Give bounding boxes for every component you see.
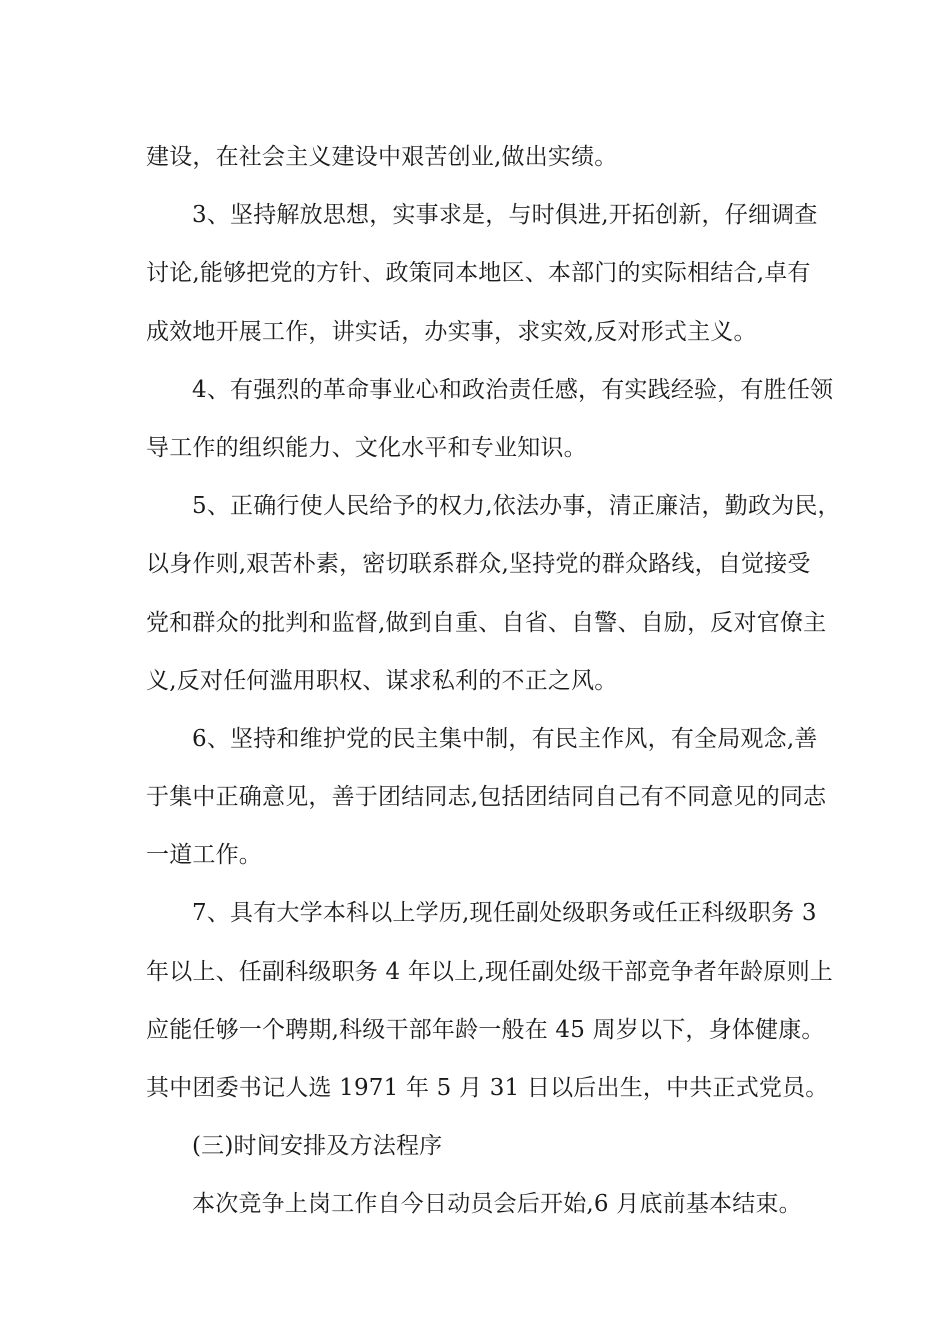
text-line: 应能任够一个聘期,科级干部年龄一般在 45 周岁以下，身体健康。 (146, 1016, 825, 1043)
text-line: 一道工作。 (146, 842, 262, 869)
paragraph-item-3: 3、坚持解放思想，实事求是，与时俱进,开拓创新，仔细调查 (192, 202, 818, 229)
text-line: 讨论,能够把党的方针、政策同本地区、本部门的实际相结合,卓有 (146, 260, 811, 287)
text-line: 年以上、任副科级职务 4 年以上,现任副处级干部竞争者年龄原则上 (146, 958, 833, 985)
paragraph-item-6: 6、坚持和维护党的民主集中制，有民主作风，有全局观念,善 (192, 725, 818, 752)
text-line: 于集中正确意见，善于团结同志,包括团结同自己有不同意见的同志 (146, 784, 827, 811)
paragraph-item-4: 4、有强烈的革命事业心和政治责任感，有实践经验，有胜任领 (192, 376, 834, 403)
paragraph-item-5: 5、正确行使人民给予的权力,依法办事，清正廉洁，勤政为民， (192, 493, 841, 520)
text-line: 建设，在社会主义建设中艰苦创业,做出实绩。 (146, 144, 618, 170)
section-heading: (三)时间安排及方法程序 (192, 1133, 443, 1160)
text-line: 导工作的组织能力、文化水平和专业知识。 (146, 434, 587, 461)
text-line: 成效地开展工作，讲实话，办实事，求实效,反对形式主义。 (146, 318, 757, 345)
text-line: 义,反对任何滥用职权、谋求私利的不正之风。 (146, 667, 618, 694)
text-line: 党和群众的批判和监督,做到自重、自省、自警、自励，反对官僚主 (146, 609, 827, 636)
text-line: 本次竞争上岗工作自今日动员会后开始,6 月底前基本结束。 (192, 1191, 802, 1218)
paragraph-item-7: 7、具有大学本科以上学历,现任副处级职务或任正科级职务 3 (192, 900, 817, 927)
document-body (146, 128, 841, 1234)
text-line: 其中团委书记人选 1971 年 5 月 31 日以后出生，中共正式党员。 (146, 1075, 829, 1101)
text-line: 以身作则,艰苦朴素，密切联系群众,坚持党的群众路线，自觉接受 (146, 551, 811, 578)
